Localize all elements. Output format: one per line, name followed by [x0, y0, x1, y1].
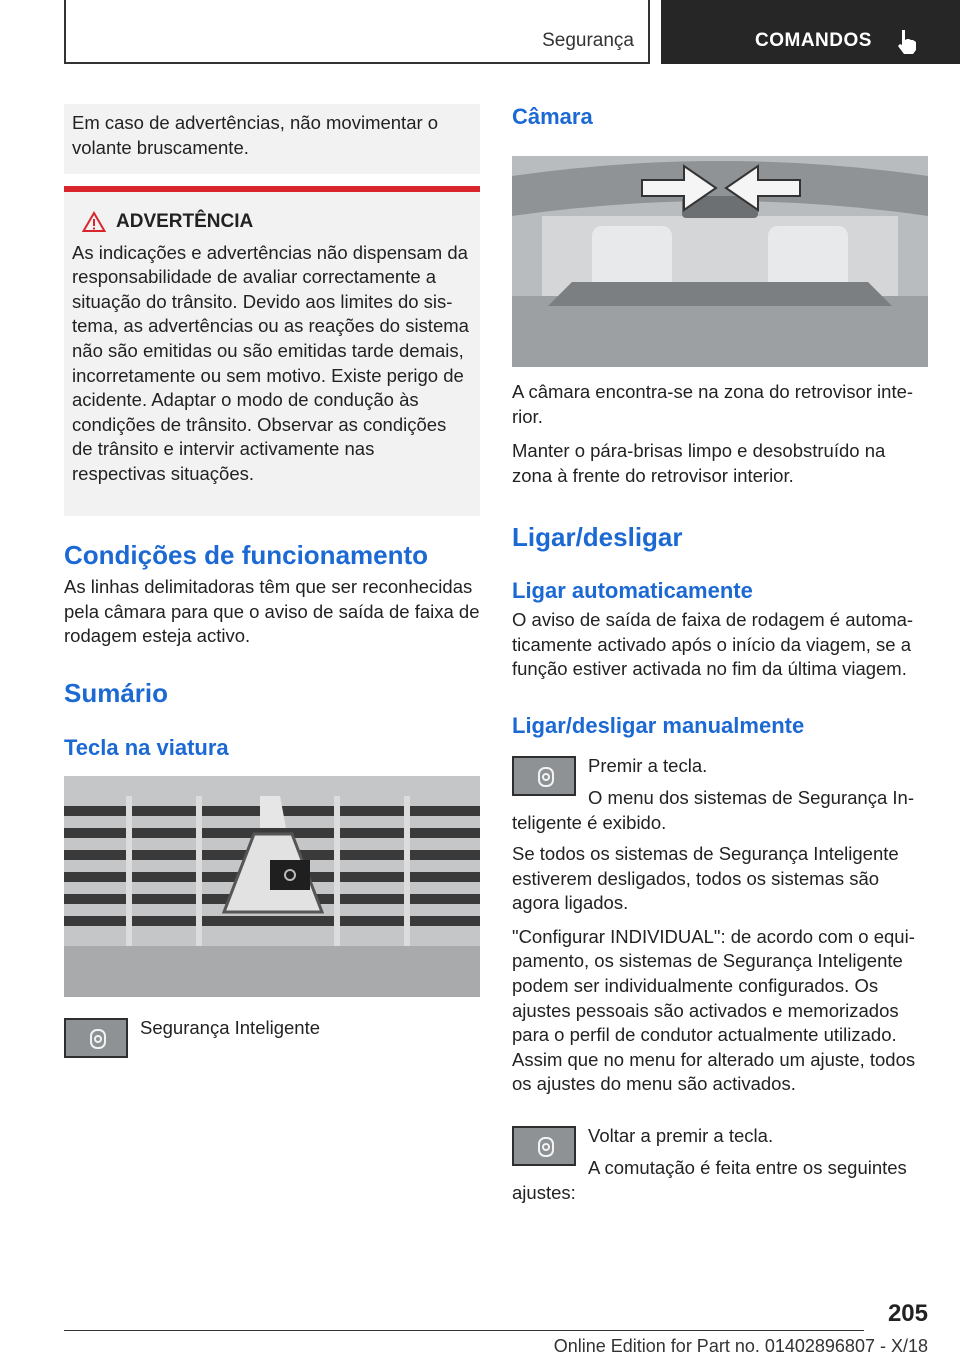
auto-text: O aviso de saída de faixa de rodagem é automaticamente activado após o início da viagem, se a função estiver activada no fim da última viagem.	[512, 609, 914, 680]
condicoes-heading: Condições de funcionamento	[64, 540, 429, 570]
hand-pointer-icon	[893, 26, 923, 56]
sumario-heading: Sumário	[64, 678, 169, 708]
warning-header	[72, 210, 472, 235]
camara-paragraph-2: Manter o pára-brisas limpo e desobstruído na zona à frente do retrovisor interior.	[512, 440, 886, 486]
auto-section	[512, 578, 928, 682]
header-section-box	[64, 0, 650, 64]
note-box	[64, 104, 480, 174]
camara-section	[512, 104, 928, 130]
warning-triangle-icon	[82, 211, 106, 233]
warning-box	[64, 186, 480, 516]
warning-body: As indicações e advertências não dispensam da responsabilidade de avaliar correctamente a situação do trânsito. Devido aos limites do sistema, as advertências ou as reações do sistema não são emitidas ou são emitidas tarde demais, incorretamente ou sem motivo. Existe perigo de acidente. Adaptar o modo de condução às condições de trânsito. Observar as condições de trânsito e intervir activamente nas respectivas situações.	[72, 241, 469, 484]
condicoes-section	[64, 540, 480, 649]
tecla-heading: Tecla na viatura	[64, 735, 229, 760]
safety-button-image	[64, 1018, 128, 1058]
chapter-tab-label: COMANDOS	[755, 30, 872, 51]
manual-paragraphs	[512, 842, 928, 1097]
camara-text	[512, 380, 928, 488]
safety-button-label: Segurança Inteligente	[140, 1017, 320, 1038]
tecla-section	[64, 735, 480, 761]
footer-rule	[64, 1330, 864, 1331]
warning-title: ADVERTÊNCIA	[116, 211, 254, 232]
camera-location-photo	[512, 156, 928, 367]
ligar-section	[512, 522, 928, 553]
section-title: Segurança	[542, 30, 634, 51]
step2-result: A comutação é feita entre os seguintes ajustes:	[512, 1157, 907, 1203]
safety-assist-icon	[536, 1136, 556, 1158]
manual-heading: Ligar/desligar manualmente	[512, 713, 805, 738]
chapter-tab[interactable]	[661, 0, 960, 64]
camara-heading: Câmara	[512, 104, 593, 129]
auto-heading: Ligar automaticamente	[512, 578, 753, 603]
edition-footer: Online Edition for Part no. 01402896807 - X/18	[553, 1336, 928, 1356]
step1-action: Premir a tecla.	[588, 755, 708, 776]
manual-paragraph-2: "Configurar INDIVIDUAL": de acordo com o equipamento, os sistemas de Segurança Inteligente podem ser individualmente configurados. Os ajustes pessoais são activados e memorizados para o perfil de condutor actualmente utilizado. Assim que no menu for alterado um ajuste, todos os ajustes do menu são activados.	[512, 925, 916, 1095]
ligar-heading: Ligar/desligar	[512, 522, 683, 552]
safety-assist-icon	[88, 1028, 108, 1050]
step1-result: O menu dos sistemas de Segurança Inteligente é exibido.	[512, 787, 914, 833]
safety-assist-icon	[536, 766, 556, 788]
manual-paragraph-1: Se todos os sistemas de Segurança Inteligente estiverem desligados, todos os sistemas são agora ligados.	[512, 843, 899, 914]
step2-action: Voltar a premir a tecla.	[588, 1125, 774, 1146]
note-text: Em caso de advertências, não movimentar o volante bruscamente.	[72, 112, 439, 158]
vehicle-button-photo	[64, 776, 480, 997]
camara-paragraph-1: A câmara encontra-se na zona do retrovisor interior.	[512, 381, 914, 427]
sumario-section	[64, 678, 480, 709]
page-number: 205	[887, 1300, 928, 1327]
manual-section	[512, 713, 928, 739]
condicoes-text: As linhas delimitadoras têm que ser reconhecidas pela câmara para que o aviso de saída de faixa de rodagem esteja activo.	[64, 576, 480, 647]
